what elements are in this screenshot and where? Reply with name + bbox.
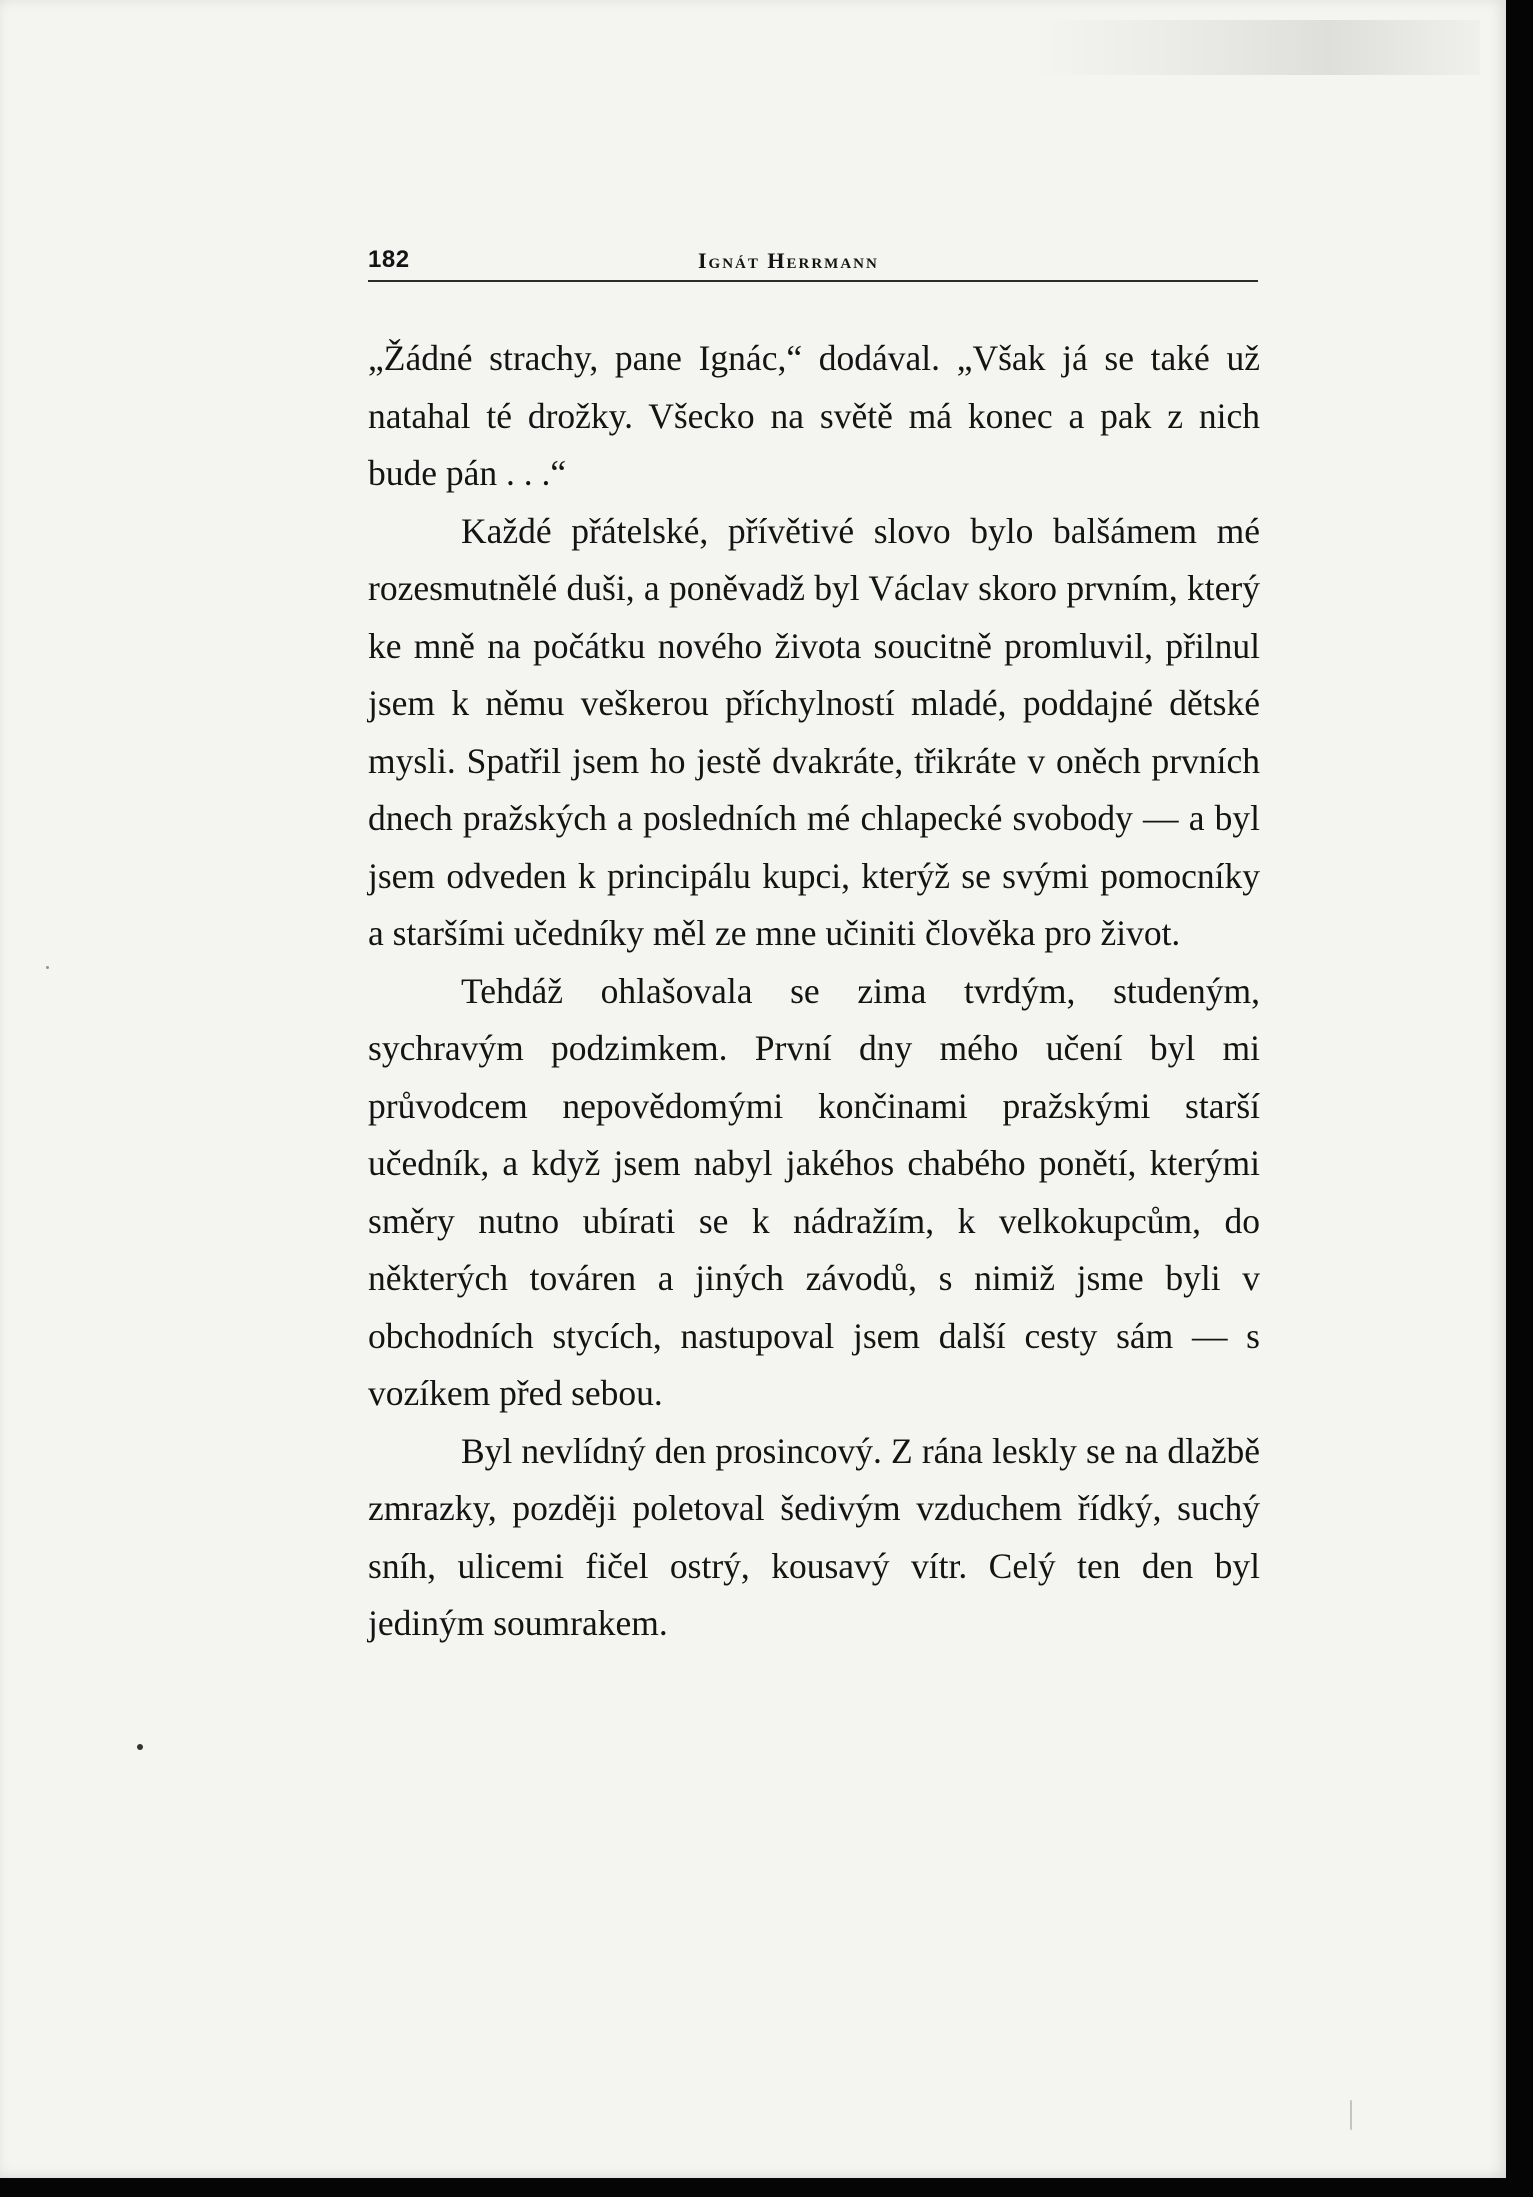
scan-edge-bottom [0,2178,1533,2197]
scan-speck [1350,2100,1352,2130]
scan-noise [1030,20,1480,75]
paragraph-3: Tehdáž ohlašovala se zima tvrdým, studeným, sychravým podzimkem. První dny mého učení byl mi průvodcem nepovědomými končinami pražskými starší učedník, a když jsem nabyl jakéhos chabého ponětí, kterými směry nutno ubírati se k nádražím, k velkokupcům, do některých továren a jiných závodů, s nimiž jsme byli v obchodních stycích, nastupoval jsem další cesty sám — s vozíkem před sebou. [368,970,1260,1413]
scan-edge-right [1506,0,1533,2197]
running-head: Ignát Herrmann [698,248,879,273]
page-number: 182 [368,246,410,273]
page-header [368,246,1258,282]
paragraph-2: Každé přátelské, přívětivé slovo bylo balšámem mé rozesmutnělé duši, a poněvadž byl Václav skoro prvním, který ke mně na počátku nového života soucitně promluvil, přilnul jsem k němu veškerou příchylností mladé, poddajné dětské mysli. Spatřil jsem ho jestě dvakráte, třikráte v oněch prvních dnech pražských a posledních mé chlapecké svobody — a byl jsem odveden k principálu kupci, kterýž se svými pomocníky a staršími učedníky měl ze mne učiniti člověka pro život. [368,510,1260,953]
body-text [368,330,1260,1653]
paragraph-4: Byl nevlídný den prosincový. Z rána leskly se na dlažbě zmrazky, později poletoval šedivým vzduchem řídký, suchý sníh, ulicemi fičel ostrý, kousavý vítr. Celý ten den byl jediným soumrakem. [368,1430,1260,1643]
paragraph-1: „Žádné strachy, pane Ignác,“ dodával. „Však já se také už natahal té drožky. Všecko na světě má konec a pak z nich bude pán . . .“ [368,338,1260,493]
scan-speck [46,966,49,969]
scan-speck [137,1744,143,1750]
